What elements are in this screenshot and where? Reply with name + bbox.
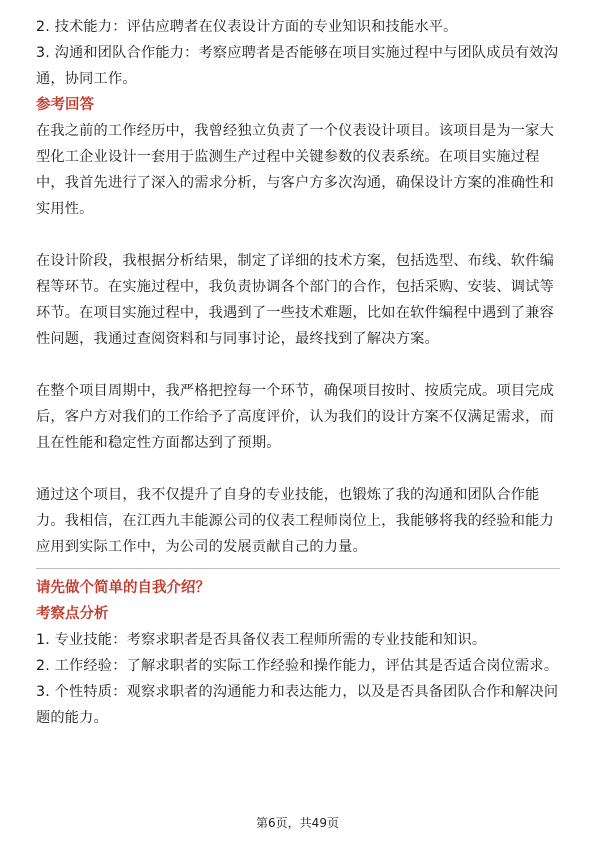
- text-line: 且在性能和稳定性方面都达到了预期。: [36, 435, 281, 451]
- text-line: 中，我首先进行了深入的需求分析，与客户方多次沟通，确保设计方案的准确性和: [36, 175, 554, 191]
- paragraph-gap: [36, 352, 560, 378]
- text-line: 2. 技术能力：评估应聘者在仪表设计方面的专业知识和技能水平。: [36, 19, 458, 35]
- text-line: 实用性。: [36, 201, 94, 217]
- paragraph-gap: [36, 222, 560, 248]
- analysis-heading: 考察点分析: [36, 606, 109, 622]
- text-line: 环节。在项目实施过程中，我遇到了一些技术难题，比如在软件编程中遇到了兼容: [36, 305, 554, 321]
- text-line: 性问题，我通过查阅资料和与同事讨论，最终找到了解决方案。: [36, 331, 439, 347]
- answer-heading: 参考回答: [36, 97, 94, 113]
- section-divider: [36, 568, 560, 569]
- document-body: [36, 14, 560, 731]
- text-line: 后，客户方对我们的工作给予了高度评价，认为我们的设计方案不仅满足需求，而: [36, 409, 554, 425]
- text-line: 通过这个项目，我不仅提升了自身的专业技能，也锻炼了我的沟通和团队合作能: [36, 487, 540, 503]
- paragraph-gap: [36, 456, 560, 482]
- text-line: 应用到实际工作中，为公司的发展贡献自己的力量。: [36, 539, 367, 555]
- list-item: 2. 工作经验：了解求职者的实际工作经验和操作能力，评估其是否适合岗位需求。: [36, 658, 559, 674]
- text-line: 型化工企业设计一套用于监测生产过程中关键参数的仪表系统。在项目实施过程: [36, 149, 540, 165]
- text-line: 在整个项目周期中，我严格把控每一个环节，确保项目按时、按质完成。项目完成: [36, 383, 554, 399]
- text-line: 力。我相信，在江西九丰能源公司的仪表工程师岗位上，我能够将我的经验和能力: [36, 513, 554, 529]
- list-item: 1. 专业技能：考察求职者是否具备仪表工程师所需的专业技能和知识。: [36, 632, 487, 648]
- text-line: 3. 沟通和团队合作能力：考察应聘者是否能够在项目实施过程中与团队成员有效沟: [36, 45, 559, 61]
- text-line: 在设计阶段，我根据分析结果，制定了详细的技术方案，包括选型、布线、软件编: [36, 253, 554, 269]
- list-item: 题的能力。: [36, 710, 108, 726]
- page-footer: 第6页，共49页: [256, 816, 339, 830]
- list-item: 3. 个性特质：观察求职者的沟通能力和表达能力，以及是否具备团队合作和解决问: [36, 684, 559, 700]
- text-line: 通，协同工作。: [36, 71, 137, 87]
- text-line: 程等环节。在实施过程中，我负责协调各个部门的合作，包括采购、安装、调试等: [36, 279, 554, 295]
- text-line: 在我之前的工作经历中，我曾经独立负责了一个仪表设计项目。该项目是为一家大: [36, 123, 554, 139]
- question-heading: 请先做个简单的自我介绍？: [36, 580, 210, 596]
